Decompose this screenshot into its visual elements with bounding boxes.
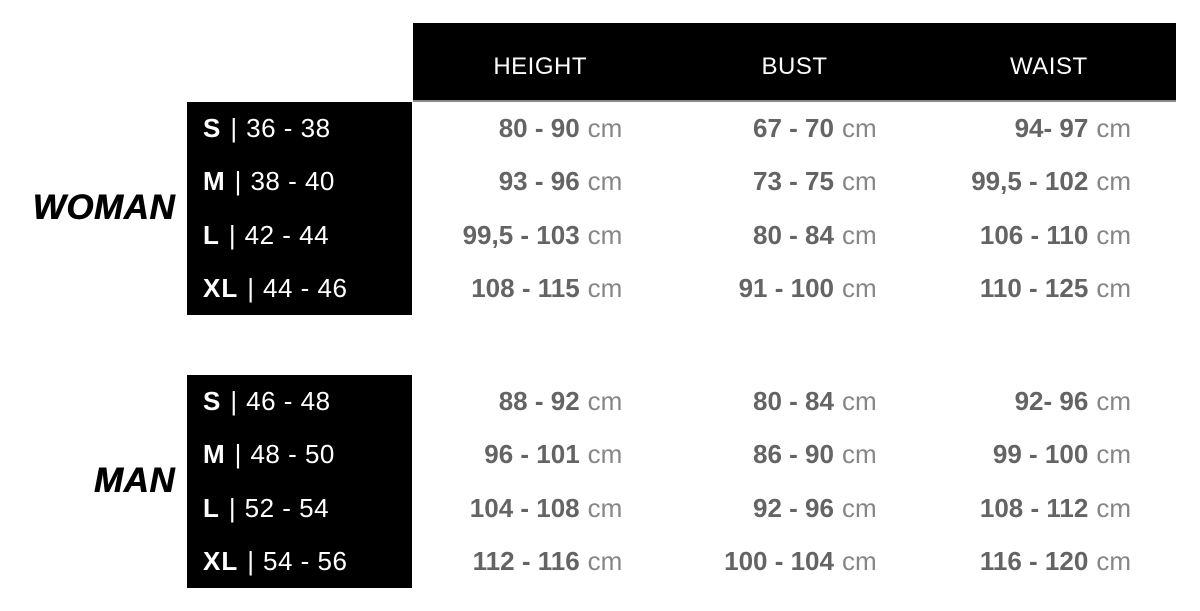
- measurement-value: 99 - 100: [992, 439, 1089, 470]
- column-header-bust: BUST: [761, 52, 828, 80]
- cell-height: [413, 428, 667, 481]
- unit-label: cm: [587, 492, 623, 523]
- measurement-value: 73 - 75: [753, 166, 834, 197]
- size-separator: |: [234, 439, 242, 470]
- table-row-woman-m: [413, 155, 1176, 208]
- cell-height: [413, 375, 667, 428]
- unit-label: cm: [587, 386, 623, 417]
- cell-bust: [667, 428, 921, 481]
- measurement-value: 99,5 - 103: [462, 219, 580, 250]
- size-range: 52 - 54: [244, 492, 330, 523]
- size-row-man-l: [187, 482, 412, 535]
- unit-label: cm: [1096, 272, 1131, 303]
- cell-bust: [667, 102, 921, 155]
- cell-waist: [922, 375, 1176, 428]
- size-letter: S: [203, 386, 222, 417]
- measurement-value: 99,5 - 102: [971, 166, 1089, 197]
- unit-label: cm: [587, 545, 623, 576]
- woman-size-box: [187, 102, 412, 315]
- table-row-man-s: [413, 375, 1176, 428]
- size-letter: S: [203, 113, 222, 144]
- cell-waist: [922, 262, 1176, 315]
- cell-height: [413, 209, 667, 262]
- measurement-value: 67 - 70: [753, 113, 834, 144]
- size-letter: M: [203, 166, 226, 197]
- unit-label: cm: [1096, 386, 1131, 417]
- column-header-waist: WAIST: [1010, 52, 1088, 80]
- cell-bust: [667, 155, 921, 208]
- size-separator: |: [234, 166, 242, 197]
- column-header-height: HEIGHT: [493, 52, 587, 80]
- cell-bust: [667, 482, 921, 535]
- section-label-woman: WOMAN: [32, 187, 175, 227]
- size-separator: |: [228, 219, 236, 250]
- measurement-value: 88 - 92: [498, 386, 580, 417]
- measurement-value: 94- 97: [1014, 113, 1089, 144]
- measurement-value: 86 - 90: [753, 439, 834, 470]
- size-range: 38 - 40: [250, 166, 335, 197]
- size-separator: |: [228, 492, 236, 523]
- size-range: 36 - 38: [246, 113, 331, 144]
- unit-label: cm: [1096, 492, 1131, 523]
- unit-label: cm: [587, 113, 623, 144]
- measurement-value: 104 - 108: [469, 492, 580, 523]
- measurement-value: 80 - 84: [753, 386, 834, 417]
- unit-label: cm: [1096, 545, 1131, 576]
- cell-bust: [667, 262, 921, 315]
- unit-label: cm: [841, 166, 877, 197]
- size-letter: L: [203, 219, 220, 250]
- measurement-value: 92- 96: [1014, 386, 1089, 417]
- unit-label: cm: [841, 219, 877, 250]
- section-label-man: MAN: [93, 460, 175, 500]
- measurement-value: 108 - 115: [471, 272, 580, 303]
- cell-bust: [667, 209, 921, 262]
- measurement-value: 91 - 100: [738, 272, 834, 303]
- cell-waist: [922, 155, 1176, 208]
- cell-waist: [922, 428, 1176, 481]
- size-row-man-xl: [187, 535, 412, 588]
- size-range: 42 - 44: [244, 219, 330, 250]
- table-row-man-xl: [413, 535, 1176, 588]
- measurement-value: 92 - 96: [753, 492, 834, 523]
- size-letter: L: [203, 492, 220, 523]
- cell-height: [413, 535, 667, 588]
- woman-measurements: [413, 102, 1176, 315]
- cell-bust: [667, 375, 921, 428]
- cell-height: [413, 102, 667, 155]
- unit-label: cm: [1096, 439, 1131, 470]
- size-letter: XL: [203, 545, 239, 576]
- unit-label: cm: [587, 166, 623, 197]
- unit-label: cm: [841, 113, 877, 144]
- unit-label: cm: [841, 439, 877, 470]
- size-separator: |: [230, 386, 238, 417]
- size-range: 44 - 46: [263, 272, 348, 303]
- cell-waist: [922, 102, 1176, 155]
- size-row-woman-l: [187, 209, 412, 262]
- measurement-value: 80 - 84: [753, 219, 834, 250]
- man-measurements: [413, 375, 1176, 588]
- man-size-box: [187, 375, 412, 588]
- size-row-man-m: [187, 428, 412, 481]
- measurement-value: 100 - 104: [724, 545, 834, 576]
- cell-height: [413, 155, 667, 208]
- section-woman: [0, 102, 1200, 315]
- size-row-woman-m: [187, 155, 412, 208]
- unit-label: cm: [841, 545, 877, 576]
- table-row-man-m: [413, 428, 1176, 481]
- cell-bust: [667, 535, 921, 588]
- cell-height: [413, 482, 667, 535]
- cell-waist: [922, 482, 1176, 535]
- measurement-value: 80 - 90: [498, 113, 580, 144]
- section-man: [0, 375, 1200, 588]
- measurement-value: 110 - 125: [979, 272, 1089, 303]
- measurement-value: 108 - 112: [979, 492, 1089, 523]
- measurement-value: 93 - 96: [498, 166, 580, 197]
- size-separator: |: [247, 272, 254, 303]
- unit-label: cm: [1096, 166, 1131, 197]
- table-row-woman-l: [413, 209, 1176, 262]
- size-range: 54 - 56: [263, 545, 348, 576]
- unit-label: cm: [1096, 113, 1131, 144]
- table-row-man-l: [413, 482, 1176, 535]
- unit-label: cm: [841, 272, 877, 303]
- cell-height: [413, 262, 667, 315]
- size-letter: XL: [203, 272, 239, 303]
- unit-label: cm: [587, 272, 623, 303]
- size-range: 48 - 50: [250, 439, 335, 470]
- table-header-bar: [413, 23, 1176, 102]
- size-separator: |: [247, 545, 254, 576]
- table-row-woman-xl: [413, 262, 1176, 315]
- unit-label: cm: [841, 386, 877, 417]
- size-row-woman-xl: [187, 262, 412, 315]
- size-range: 46 - 48: [246, 386, 331, 417]
- unit-label: cm: [587, 219, 623, 250]
- unit-label: cm: [587, 439, 623, 470]
- cell-waist: [922, 209, 1176, 262]
- unit-label: cm: [841, 492, 877, 523]
- size-row-man-s: [187, 375, 412, 428]
- size-row-woman-s: [187, 102, 412, 155]
- measurement-value: 116 - 120: [979, 545, 1089, 576]
- size-separator: |: [230, 113, 238, 144]
- table-row-woman-s: [413, 102, 1176, 155]
- unit-label: cm: [1096, 219, 1131, 250]
- measurement-value: 106 - 110: [979, 219, 1089, 250]
- measurement-value: 112 - 116: [472, 545, 580, 576]
- cell-waist: [922, 535, 1176, 588]
- measurement-value: 96 - 101: [484, 439, 580, 470]
- size-letter: M: [203, 439, 226, 470]
